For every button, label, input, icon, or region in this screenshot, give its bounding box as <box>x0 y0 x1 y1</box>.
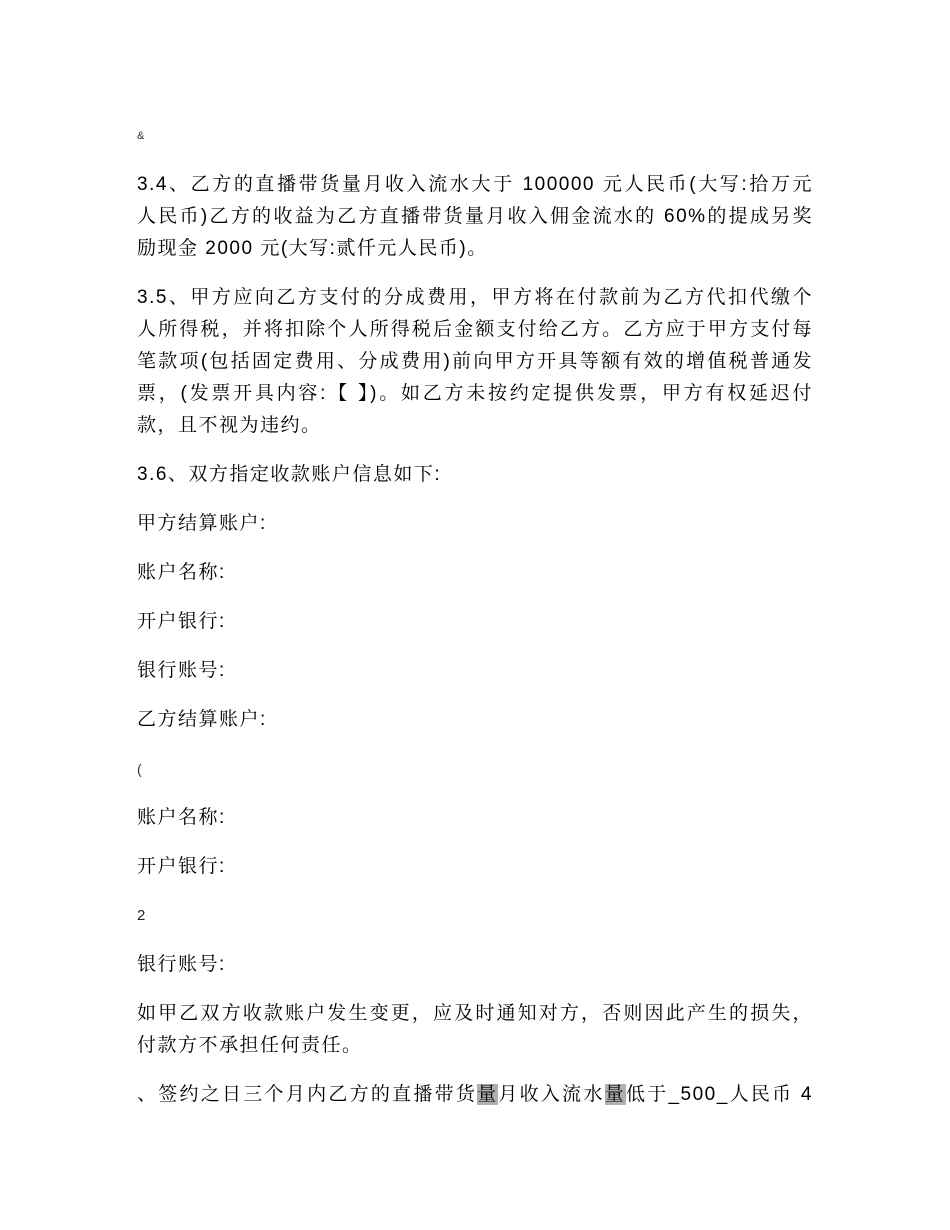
signing-clause-segment-2: 月收入流水 <box>498 1084 605 1105</box>
party-a-account-title-line: 甲方结算账户: <box>137 513 267 534</box>
party-b-account-name-label <box>137 802 813 834</box>
clause-3-5 <box>137 282 813 442</box>
signing-clause-segment-3: 低于_500_人民币 4 <box>625 1084 813 1105</box>
party-b-account-name-line: 账户名称: <box>137 807 226 828</box>
clause-3-4-line-1: 3.4、乙方的直播带货量月收入流水大于 100000 元人民币(大写:拾万元 <box>137 174 813 195</box>
ampersand-artifact: & <box>137 130 145 142</box>
party-a-account-title <box>137 508 813 540</box>
party-b-account-number-label <box>137 949 813 981</box>
clause-3-4-line-3: 励现金 2000 元(大写:贰仟元人民币)。 <box>137 238 488 259</box>
party-a-account-number-line: 银行账号: <box>137 660 226 681</box>
party-b-account-title <box>137 704 813 736</box>
account-change-notice-line-1: 如甲乙双方收款账户发生变更，应及时通知对方，否则因此产生的损失， <box>137 1003 813 1024</box>
party-b-account-title-line: 乙方结算账户: <box>137 709 267 730</box>
clause-3-5-line-4: 票，(发票开具内容:【 】)。如乙方未按约定提供发票，甲方有权延迟付 <box>137 383 813 404</box>
party-b-bank-label <box>137 851 813 883</box>
account-change-notice <box>137 998 813 1062</box>
clause-3-6-heading <box>137 459 813 491</box>
clause-3-4-line-2: 人民币)乙方的收益为乙方直播带货量月收入佣金流水的 60%的提成另奖 <box>137 206 813 227</box>
clause-3-5-line-5: 款，且不视为违约。 <box>137 415 322 436</box>
party-b-bank-line: 开户银行: <box>137 856 226 877</box>
party-a-account-name-line: 账户名称: <box>137 562 226 583</box>
clause-3-5-line-2: 人所得税，并将扣除个人所得税后金额支付给乙方。乙方应于甲方支付每 <box>137 319 813 340</box>
clause-3-4 <box>137 169 813 265</box>
clause-3-5-line-3: 笔款项(包括固定费用、分成费用)前向甲方开具等额有效的增值税普通发 <box>137 351 813 372</box>
clause-3-6-heading-line: 3.6、双方指定收款账户信息如下: <box>137 464 442 485</box>
highlighted-char-1: 量 <box>477 1084 499 1105</box>
clause-3-5-line-1: 3.5、甲方应向乙方支付的分成费用，甲方将在付款前为乙方代扣代缴个 <box>137 287 813 308</box>
artifact-paren-para <box>137 753 813 785</box>
artifact-ampersand-para <box>137 120 813 152</box>
signing-threshold-clause <box>137 1079 813 1111</box>
signing-clause-segment-1: 、签约之日三个月内乙方的直播带货 <box>137 1084 478 1105</box>
party-a-bank-label <box>137 606 813 638</box>
signing-threshold-line <box>137 1079 813 1111</box>
page-number-artifact: 2 <box>137 907 146 924</box>
party-a-bank-line: 开户银行: <box>137 611 226 632</box>
paren-artifact: ( <box>137 761 142 777</box>
party-a-account-name-label <box>137 557 813 589</box>
page-number-artifact-para <box>137 900 813 932</box>
party-a-account-number-label <box>137 655 813 687</box>
party-b-account-number-line: 银行账号: <box>137 954 226 975</box>
account-change-notice-line-2: 付款方不承担任何责任。 <box>137 1035 363 1056</box>
highlighted-char-2: 量 <box>604 1084 626 1105</box>
